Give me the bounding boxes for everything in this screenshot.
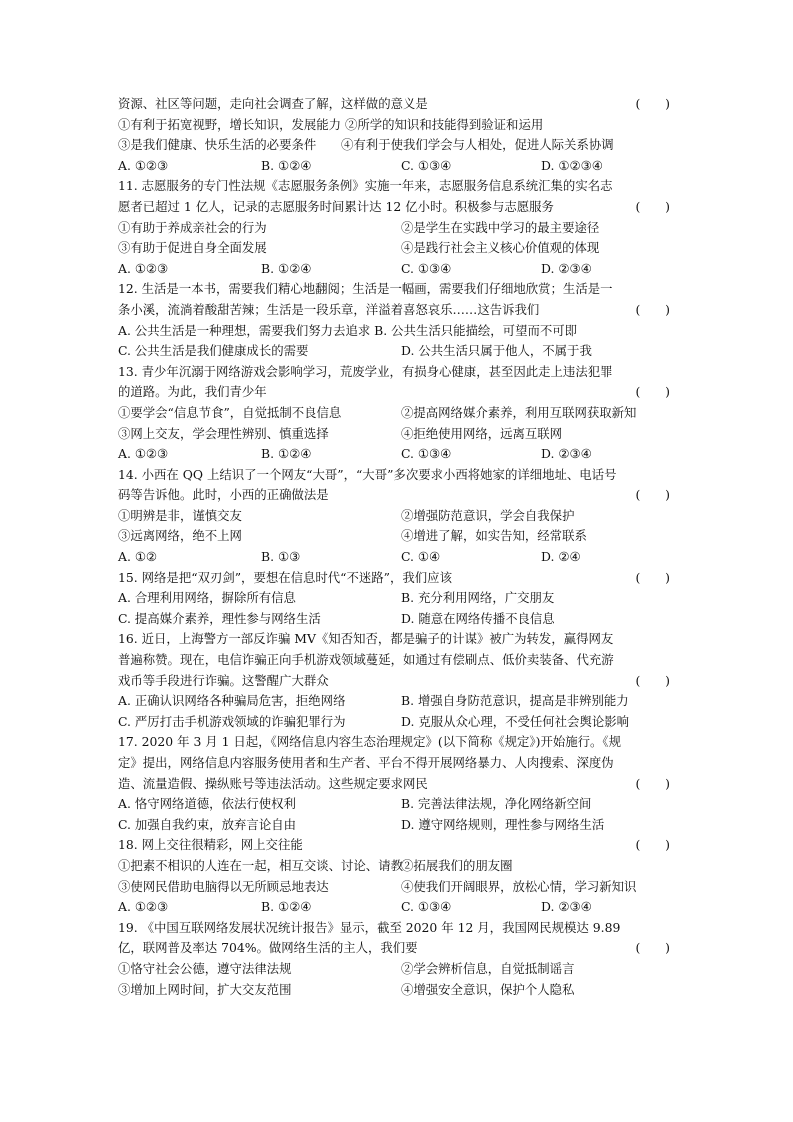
- answer-option: B. ①②④: [261, 446, 312, 462]
- answer-bracket: ( ): [635, 672, 670, 688]
- line-text: 17. 2020 年 3 月 1 日起，《网络信息内容生态治理规定》(以下简称《规定》)开始施行。《规: [118, 734, 621, 750]
- statement-item: ③使网民借助电脑得以无所顾忌地表达: [118, 878, 329, 894]
- statement-item: ④使我们开阔眼界，放松心情，学习新知识: [401, 878, 637, 894]
- answer-option: C. ①④: [401, 549, 441, 565]
- text-line: [118, 279, 678, 300]
- statement-item: ②拓展我们的朋友圈: [401, 857, 513, 873]
- statement-item: C. 公共生活是我们健康成长的需要: [118, 343, 309, 359]
- text-line: [118, 691, 678, 712]
- answer-bracket: ( ): [635, 569, 670, 585]
- answer-bracket: ( ): [635, 837, 670, 853]
- line-text: 的道路。为此，我们青少年: [118, 384, 267, 400]
- statement-item: B. 完善法律法规，净化网络新空间: [401, 796, 592, 812]
- answer-option: D. ②④: [541, 549, 581, 565]
- text-line: [118, 465, 678, 486]
- statement-item: ④是践行社会主义核心价值观的体现: [401, 240, 600, 256]
- text-line: [118, 732, 678, 753]
- statement-item: ③有助于促进自身全面发展: [118, 240, 267, 256]
- text-line: [118, 526, 678, 547]
- text-line: [118, 444, 678, 465]
- line-text: 条小溪，流淌着酸甜苦辣；生活是一段乐章，洋溢着喜怒哀乐……这告诉我们: [118, 301, 540, 317]
- statement-item: ④拒绝使用网络，远离互联网: [401, 425, 563, 441]
- line-text: 13. 青少年沉溺于网络游戏会影响学习，荒废学业，有损身心健康，甚至因此走上违法犯罪: [118, 363, 613, 379]
- line-text: ①有利于拓宽视野，增长知识，发展能力 ②所学的知识和技能得到验证和运用: [118, 116, 544, 132]
- statement-item: ②提高网络媒介素养，利用互联网获取新知: [401, 404, 637, 420]
- line-text: 愿者已超过 1 亿人，记录的志愿服务时间累计达 12 亿小时。积极参与志愿服务: [118, 198, 554, 214]
- text-line: [118, 856, 678, 877]
- statement-item: ②是学生在实践中学习的最主要途径: [401, 219, 600, 235]
- line-text: 戏币等手段进行诈骗。这警醒广大群众: [118, 672, 329, 688]
- statement-item: ③增加上网时间，扩大交友范围: [118, 981, 292, 997]
- statement-item: C. 严厉打击手机游戏领域的诈骗犯罪行为: [118, 713, 346, 729]
- statement-item: ④增进了解，如实告知，经常联系: [401, 528, 587, 544]
- text-line: [118, 259, 678, 280]
- statement-item: ②增强防范意识，学会自我保护: [401, 507, 575, 523]
- text-line: [118, 156, 678, 177]
- answer-bracket: ( ): [635, 940, 670, 956]
- answer-option: B. ①②④: [261, 899, 312, 915]
- answer-option: C. ①③④: [401, 446, 452, 462]
- answer-bracket: ( ): [635, 96, 670, 111]
- statement-item: B. 充分利用网络，广交朋友: [401, 590, 555, 606]
- line-text: 码等告诉他。此时，小西的正确做法是: [118, 487, 329, 503]
- statement-item: ③远离网络，绝不上网: [118, 528, 242, 544]
- answer-bracket: ( ): [635, 384, 670, 400]
- statement-item: B. 增强自身防范意识，提高是非辨别能力: [401, 693, 629, 709]
- statement-item: A. 合理利用网络，摒除所有信息: [118, 590, 296, 606]
- answer-option: C. ①③④: [401, 157, 452, 173]
- text-line: [118, 362, 678, 383]
- text-line: [118, 485, 678, 506]
- line-text: 14. 小西在 QQ 上结识了一个网友“大哥”，“大哥”多次要求小西将她家的详细地址、电话号: [118, 466, 617, 482]
- line-text: 定》提出，网络信息内容服务使用者和生产者、平台不得开展网络暴力、人肉搜索、深度伪: [118, 755, 614, 770]
- statement-item: D. 随意在网络传播不良信息: [401, 610, 555, 626]
- text-line: [118, 218, 678, 239]
- text-line: [118, 94, 678, 115]
- text-line: [118, 609, 678, 630]
- text-line: [118, 897, 678, 918]
- line-text: 16. 近日，上海警方一部反诈骗 MV《知否知否，都是骗子的计谋》被广为转发，赢得网友: [118, 631, 614, 647]
- text-line: [118, 753, 678, 774]
- answer-option: A. ①②③: [118, 157, 169, 173]
- statement-item: A. 正确认识网络各种骗局危害，拒绝网络: [118, 693, 346, 709]
- line-text: 资源、社区等问题，走向社会调查了解，这样做的意义是: [118, 96, 428, 111]
- text-line: [118, 547, 678, 568]
- statement-item: A. 恪守网络道德，依法行使权利: [118, 796, 296, 812]
- statement-item: ②学会辨析信息，自觉抵制谣言: [401, 960, 575, 976]
- text-line: [118, 980, 678, 1001]
- answer-option: D. ②③④: [541, 260, 592, 276]
- text-line: [118, 959, 678, 980]
- text-line: [118, 774, 678, 795]
- answer-option: A. ①②: [118, 549, 158, 565]
- answer-option: D. ②③④: [541, 899, 592, 915]
- line-text: A. 公共生活是一种理想，需要我们努力去追求 B. 公共生活只能描绘，可望而不可即: [118, 322, 578, 338]
- answer-option: A. ①②③: [118, 260, 169, 276]
- answer-option: A. ①②③: [118, 899, 169, 915]
- text-line: [118, 424, 678, 445]
- text-line: [118, 403, 678, 424]
- line-text: 亿，联网普及率达 704%。做网络生活的主人，我们要: [118, 940, 418, 956]
- text-line: [118, 568, 678, 589]
- line-text: ③是我们健康、快乐生活的必要条件 ④有利于使我们学会与人相处，促进人际关系协调: [118, 137, 614, 153]
- answer-option: C. ①③④: [401, 260, 452, 276]
- text-line: [118, 382, 678, 403]
- text-line: [118, 176, 678, 197]
- line-text: 15. 网络是把“双刃剑”，要想在信息时代“不迷路”，我们应该: [118, 569, 452, 585]
- statement-item: D. 公共生活只属于他人，不属于我: [401, 343, 592, 359]
- answer-bracket: ( ): [635, 775, 670, 791]
- statement-item: ①把素不相识的人连在一起，相互交谈、讨论、请教: [118, 857, 403, 873]
- answer-option: B. ①②④: [261, 260, 312, 276]
- line-text: 18. 网上交往很精彩，网上交往能: [118, 837, 303, 853]
- line-text: 普遍称赞。现在，电信诈骗正向手机游戏领域蔓延，如通过有偿刷点、低价卖装备、代充游: [118, 652, 614, 668]
- text-line: [118, 712, 678, 733]
- text-line: [118, 794, 678, 815]
- line-text: 11. 志愿服务的专门性法规《志愿服务条例》实施一年来，志愿服务信息系统汇集的实名志: [118, 178, 613, 194]
- answer-option: C. ①③④: [401, 899, 452, 915]
- statement-item: D. 克服从众心理，不受任何社会舆论影响: [401, 713, 630, 729]
- text-line: [118, 506, 678, 527]
- exam-page: [118, 94, 678, 1000]
- statement-item: ④增强安全意识，保护个人隐私: [401, 981, 575, 997]
- text-line: [118, 877, 678, 898]
- answer-option: A. ①②③: [118, 446, 169, 462]
- answer-bracket: ( ): [635, 301, 670, 317]
- text-line: [118, 135, 678, 156]
- answer-option: B. ①②④: [261, 157, 312, 173]
- text-line: [118, 629, 678, 650]
- answer-option: B. ①③: [261, 549, 301, 565]
- text-line: [118, 588, 678, 609]
- answer-option: D. ①②③④: [541, 157, 603, 173]
- answer-bracket: ( ): [635, 487, 670, 503]
- text-line: [118, 115, 678, 136]
- text-line: [118, 197, 678, 218]
- answer-option: D. ②③④: [541, 446, 592, 462]
- statement-item: C. 提高媒介素养，理性参与网络生活: [118, 610, 321, 626]
- statement-item: ①有助于养成亲社会的行为: [118, 219, 267, 235]
- text-line: [118, 918, 678, 939]
- statement-item: ①要学会“信息节食”，自觉抵制不良信息: [118, 404, 342, 420]
- line-text: 造、流量造假、操纵账号等违法活动。这些规定要求网民: [118, 775, 428, 791]
- text-line: [118, 815, 678, 836]
- text-line: [118, 835, 678, 856]
- text-line: [118, 300, 678, 321]
- statement-item: ①明辨是非，谨慎交友: [118, 507, 242, 523]
- statement-item: D. 遵守网络规则，理性参与网络生活: [401, 816, 605, 832]
- line-text: 19. 《中国互联网络发展状况统计报告》显示，截至 2020 年 12 月，我国网民规模达 9.89: [118, 919, 621, 935]
- text-line: [118, 238, 678, 259]
- text-line: [118, 650, 678, 671]
- statement-item: ③网上交友，学会理性辨别、慎重选择: [118, 425, 329, 441]
- statement-item: ①恪守社会公德，遵守法律法规: [118, 960, 292, 976]
- text-line: [118, 341, 678, 362]
- text-line: [118, 321, 678, 342]
- text-line: [118, 938, 678, 959]
- statement-item: C. 加强自我约束，放弃言论自由: [118, 816, 296, 832]
- text-line: [118, 671, 678, 692]
- answer-bracket: ( ): [635, 198, 670, 214]
- line-text: 12. 生活是一本书，需要我们精心地翻阅；生活是一幅画，需要我们仔细地欣赏；生活是一: [118, 281, 613, 297]
